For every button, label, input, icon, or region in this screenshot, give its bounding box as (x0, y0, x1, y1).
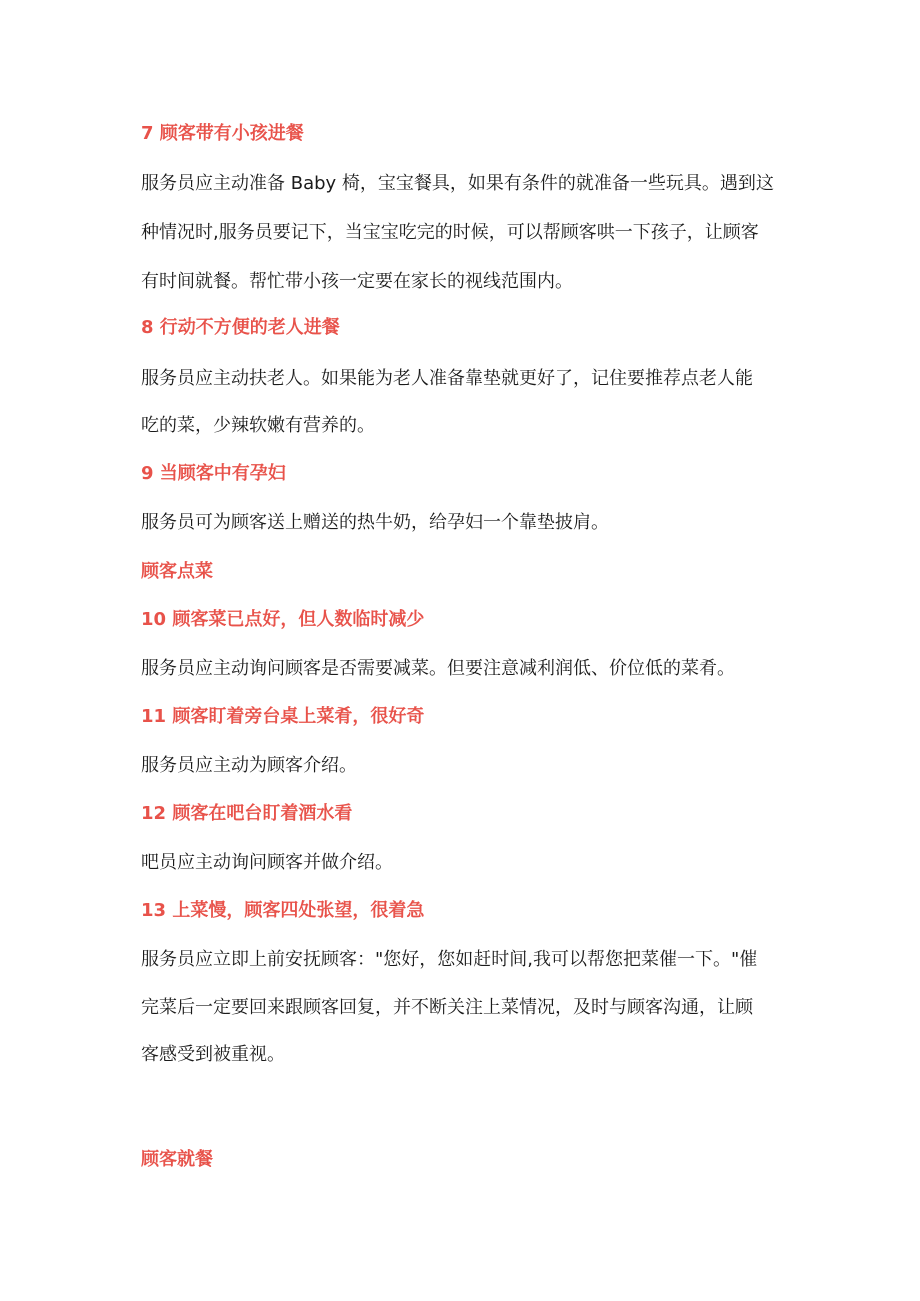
heading-7-children: 7 顾客带有小孩进餐 (141, 123, 304, 144)
paragraph-line: 服务员可为顾客送上赠送的热牛奶，给孕妇一个靠垫披肩。 (141, 512, 609, 533)
paragraph-line: 吧员应主动询问顾客并做介绍。 (141, 852, 393, 873)
paragraph-line: 种情况时,服务员要记下，当宝宝吃完的时候，可以帮顾客哄一下孩子，让顾客 (141, 222, 759, 243)
heading-11-curious-dishes: 11 顾客盯着旁台桌上菜肴，很好奇 (141, 706, 425, 727)
paragraph-line: 服务员应主动准备 Baby 椅，宝宝餐具，如果有条件的就准备一些玩具。遇到这 (141, 173, 774, 194)
heading-12-bar: 12 顾客在吧台盯着酒水看 (141, 803, 353, 824)
paragraph-line: 完菜后一定要回来跟顾客回复，并不断关注上菜情况，及时与顾客沟通，让顾 (141, 997, 753, 1018)
paragraph-line: 有时间就餐。帮忙带小孩一定要在家长的视线范围内。 (141, 271, 573, 292)
paragraph-line: 服务员应主动为顾客介绍。 (141, 755, 357, 776)
section-heading-dining: 顾客就餐 (141, 1149, 213, 1170)
paragraph-line: 服务员应立即上前安抚顾客："您好，您如赶时间,我可以帮您把菜催一下。"催 (141, 949, 758, 970)
paragraph-line: 吃的菜，少辣软嫩有营养的。 (141, 415, 375, 436)
paragraph-line: 服务员应主动询问顾客是否需要减菜。但要注意减利润低、价位低的菜肴。 (141, 658, 735, 679)
heading-10-fewer-guests: 10 顾客菜已点好，但人数临时减少 (141, 609, 425, 630)
heading-9-pregnant: 9 当顾客中有孕妇 (141, 463, 286, 484)
heading-13-slow-service: 13 上菜慢，顾客四处张望，很着急 (141, 900, 425, 921)
heading-8-elderly: 8 行动不方便的老人进餐 (141, 317, 340, 338)
paragraph-line: 客感受到被重视。 (141, 1044, 285, 1065)
paragraph-line: 服务员应主动扶老人。如果能为老人准备靠垫就更好了，记住要推荐点老人能 (141, 368, 753, 389)
section-heading-ordering: 顾客点菜 (141, 561, 213, 582)
